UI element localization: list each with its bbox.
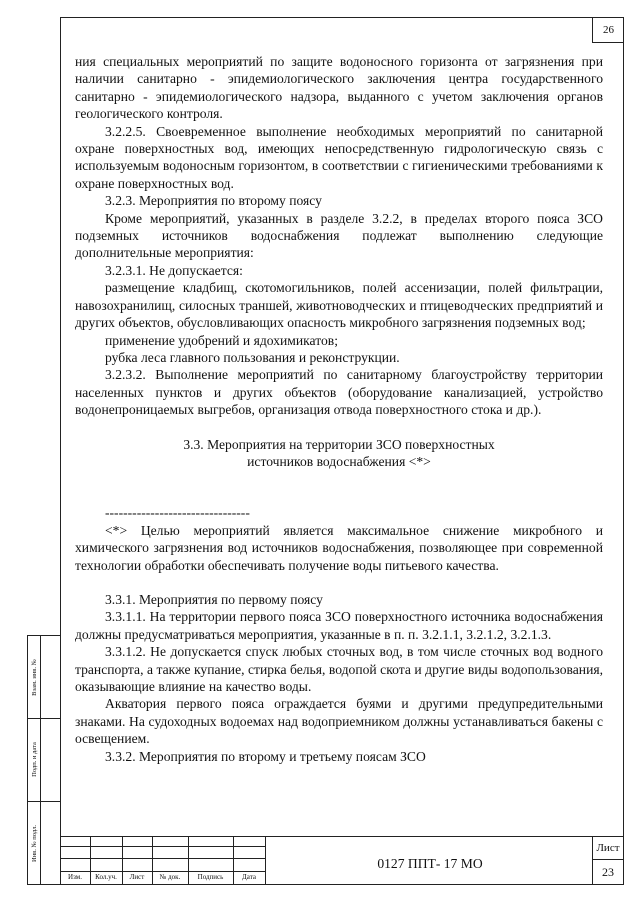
sheet-label: Лист <box>596 842 620 854</box>
side-label-original: Инв. № подл. <box>31 824 39 863</box>
side-label-signature: Подп. и дата <box>31 742 39 777</box>
stamp-col-label: Подпись <box>197 873 224 881</box>
paragraph: 3.3.1. Мероприятия по первому поясу <box>105 591 323 607</box>
footnote-divider: -------------------------------- <box>105 505 250 521</box>
paragraph: 3.2.3.2. Выполнение мероприятий по санитарному благоустройству территории населенных пунктов и других объектов (оборудование канализацией, устройство водонепроницаемых выгребов, организация отвода поверхностного стока и др.). <box>75 367 603 418</box>
paragraph: применение удобрений и ядохимикатов; <box>105 332 338 348</box>
stamp-col-label: № док. <box>159 873 181 881</box>
paragraph: 3.3.1.2. Не допускается спуск любых сточных вод, в том числе сточных вод водного транспорта, а также купание, стирка белья, водопой скота и другие виды водопользования, оказывающие влияние на качество воды. <box>75 644 603 694</box>
stamp-col-label: Дата <box>242 873 256 881</box>
paragraph: ния специальных мероприятий по защите водоносного горизонта от загрязнения при наличии санитарно - эпидемиологического заключения центра государственного санитарно - эпидемиологического надзора, выданного с учетом заключения органов геологического контроля. <box>75 54 603 122</box>
section-heading-line1: 3.3. Мероприятия на территории ЗСО поверхностных <box>183 436 495 452</box>
paragraph: 3.3.2. Мероприятия по второму и третьему поясам ЗСО <box>105 748 426 764</box>
paragraph: 3.2.3. Мероприятия по второму поясу <box>105 193 322 209</box>
paragraph: рубка леса главного пользования и реконструкции. <box>105 349 400 365</box>
page-number: 26 <box>592 17 624 43</box>
stamp-col-label: Лист <box>129 873 145 881</box>
paragraph: Кроме мероприятий, указанных в разделе 3.2.2, в пределах второго пояса ЗСО подземных источников водоснабжения подлежат выполнению следующие дополнительные мероприятия: <box>75 210 603 261</box>
paragraph: 3.3.1.1. На территории первого пояса ЗСО поверхностного источника водоснабжения должны предусматриваться мероприятия, указанные в п. п. 3.2.1.1, 3.2.1.2, 3.2.1.3. <box>75 609 603 642</box>
paragraph: Акватория первого пояса ограждается буями и другими предупредительными знаками. На судоходных водоемах над водоприемником должны устанавливаться бакены с освещением. <box>75 696 603 747</box>
section-heading-line2: источников водоснабжения <*> <box>247 453 431 469</box>
paragraph: размещение кладбищ, скотомогильников, полей ассенизации, полей фильтрации, навозохранилищ, силосных траншей, животноводческих и птицеводческих предприятий и других объектов, обусловливающих опасность микробного загрязнения подземных вод; <box>75 280 603 331</box>
footnote: <*> Целью мероприятий является максимальное снижение микробного и химического загрязнения вод источников водоснабжения, позволяющее при современной технологии обработки обеспечивать получение воды питьевого качества. <box>75 522 603 573</box>
side-stamp-strip <box>27 635 60 885</box>
document-body <box>75 53 603 765</box>
sheet-number: 23 <box>602 865 614 879</box>
stamp-col-label: Изм. <box>68 873 82 881</box>
paragraph: 3.2.3.1. Не допускается: <box>105 262 243 278</box>
side-label-replacement: Взам. инв. № <box>31 658 39 696</box>
stamp-col-label: Кол.уч. <box>95 873 117 881</box>
document-code: 0127 ППТ- 17 МО <box>377 856 483 871</box>
paragraph: 3.2.2.5. Своевременное выполнение необходимых мероприятий по санитарной охране поверхностных вод, имеющих непосредственную гидрологическую связь с используемым водоносным горизонтом, в соответствии с гигиеническими требованиями к охране поверхностных вод. <box>75 123 603 191</box>
